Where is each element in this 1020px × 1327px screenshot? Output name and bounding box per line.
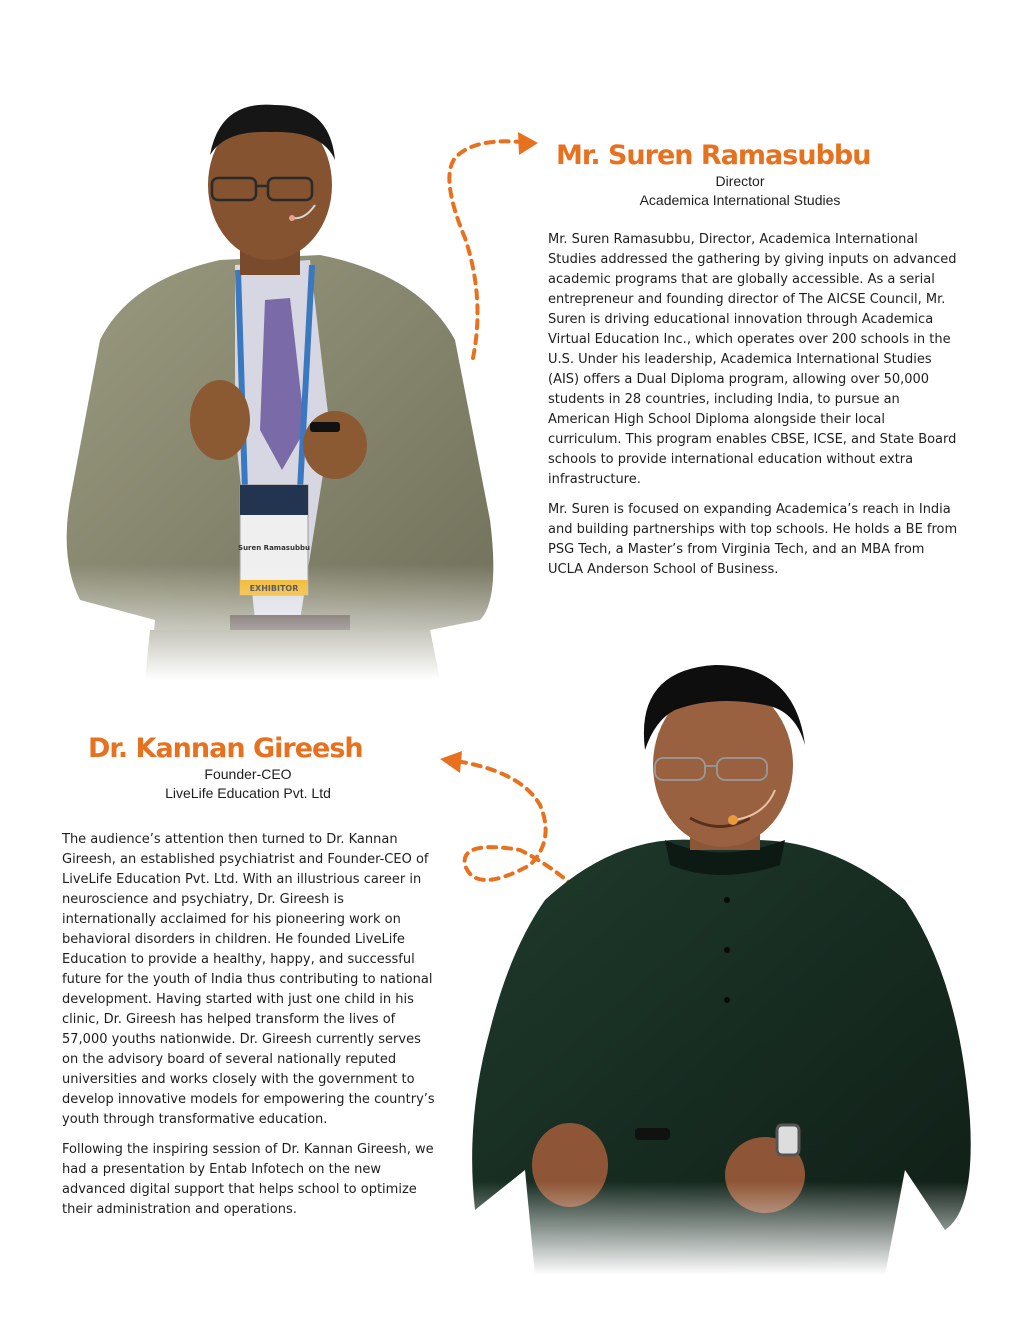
bio-paragraph: Following the inspiring session of Dr. Kannan Gireesh, we had a presentation by Entab Infotech on the new advanced digital support that helps school to optimize their administration and operations. [62,1142,434,1217]
profile-bio [548,230,958,590]
dotted-arrow-icon [435,118,545,368]
bio-paragraph: Mr. Suren is focused on expanding Academica’s reach in India and building partnerships with top schools. He holds a BE from PSG Tech, a Master’s from Virginia Tech, and an MBA from UCLA Anderson School of Business. [548,502,958,577]
profile-name: Mr. Suren Ramasubbu [556,140,871,171]
photo-kannan-gireesh [465,650,985,1275]
bio-paragraph: The audience’s attention then turned to Dr. Kannan Gireesh, an established psychiatrist and Founder-CEO of LiveLife Education Pvt. Ltd. With an illustrious career in neuroscience and psychiatry, Dr. Gireesh is internationally acclaimed for his pioneering work on behavioral disorders in children. He founded LiveLife Education to provide a healthy, happy, and successful future for the youth of India thus contributing to national development. Having started with just one child in his clinic, Dr. Gireesh has helped transform the lives of 57,000 youths nationwide. Dr. Gireesh currently serves on the advisory board of several nationally reputed universities and works closely with the government to develop innovative models for empowering the country’s youth through transformative education. [62,832,435,1127]
profile-organization: Academica International Studies [639,192,841,208]
profile-title: Director [715,173,765,189]
profile-organization: LiveLife Education Pvt. Ltd [165,785,331,801]
bio-paragraph: Mr. Suren Ramasubbu, Director, Academica International Studies addressed the gathering by giving inputs on advanced academic programs that are globally accessible. As a serial entrepreneur and founding director of The AICSE Council, Mr. Suren is driving educational innovation through Academica Virtual Education Inc., which operates over 200 schools in the U.S. Under his leadership, Academica International Studies (AIS) offers a Dual Diploma program, allowing over 50,000 students in 28 countries, including India, to pursue an American High School Diploma alongside their local curriculum. This program enables CBSE, ICSE, and State Board schools to provide international education without extra infrastructure. [548,232,957,487]
profile-name: Dr. Kannan Gireesh [88,733,363,764]
profile-title: Founder-CEO [204,766,292,782]
profile-bio [62,830,440,1230]
photo-suren-ramasubbu [60,100,500,680]
